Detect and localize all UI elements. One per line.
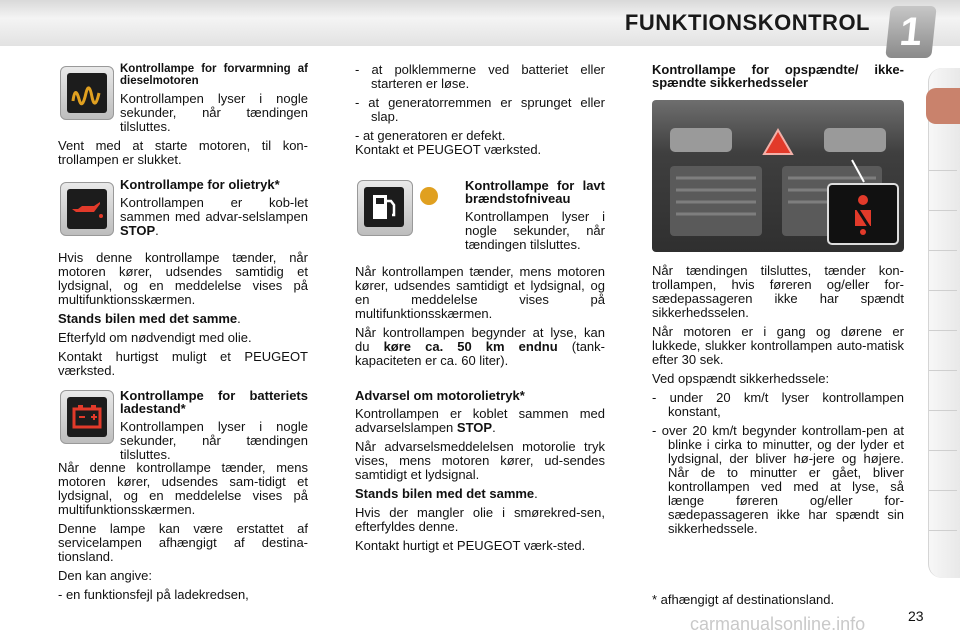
battery-item-1: - en funktionsfejl på ladekredsen, [58, 587, 249, 602]
oil-pressure-lamp [60, 182, 114, 236]
fuel-body-2-bold: køre ca. 50 km endnu [383, 339, 558, 354]
battery-section [120, 389, 308, 467]
side-tab-divider [929, 490, 957, 491]
fuel-body-2-post: (tank-kapaciteten er ca. 60 liter). [355, 339, 605, 368]
oil-text-post: . [155, 223, 159, 238]
seatbelt-item-1: - under 20 km/t lyser kontrollampen konstant, [652, 390, 904, 419]
battery-icon [67, 397, 107, 437]
battery-text: Kontrollampen lyser i nogle sekunder, når tændingen tilsluttes. [120, 419, 308, 462]
oil-stop-line [58, 312, 308, 326]
alternator-list [355, 63, 605, 162]
side-tab-strip [928, 68, 960, 578]
oil-warning-text-bold: STOP [456, 420, 493, 435]
oil-text-bold: STOP [120, 223, 156, 238]
alternator-contact: Kontakt et PEUGEOT værksted. [355, 142, 542, 157]
side-tab-divider [929, 170, 957, 171]
oil-text [120, 196, 308, 238]
dashboard-console-image [652, 100, 904, 252]
fuel-body [355, 265, 605, 373]
oil-warning-stop-line [355, 487, 605, 501]
battery-lamp [60, 390, 114, 444]
seatbelt-heading: Kontrollampe for opspændte/ ikke-spændte sikkerhedsseler [652, 62, 904, 90]
side-tab-divider [929, 210, 957, 211]
oil-contact-text: Kontakt hurtigst muligt et PEUGEOT værksted. [58, 349, 308, 378]
oil-heading: Kontrollampe for olietryk* [120, 177, 280, 192]
page-number: 23 [908, 608, 924, 624]
glow-plug-text: Kontrollampen lyser i nogle sekunder, når tændingen tilsluttes. [120, 91, 308, 134]
glow-plug-lamp [60, 66, 114, 120]
oil-can-icon [67, 189, 107, 229]
glow-plug-section [120, 63, 308, 139]
glow-plug-body-text: Vent med at starte motoren, til kon-trollampen er slukket. [58, 138, 308, 167]
oil-warning-body: Når advarselsmeddelelsen motorolie tryk vises, mens motoren kører, ud-sendes samtidigt et lydsignal. [355, 439, 605, 482]
battery-heading: Kontrollampe for batteriets ladestand* [120, 388, 308, 416]
footnote [652, 593, 904, 612]
glow-plug-heading: Kontrollampe for forvarmning af dieselmotoren [120, 63, 308, 87]
list-item: - at generatorremmen er sprunget eller slap. [355, 95, 605, 124]
fuel-body-2-pre: Når kontrollampen begynder at lyse, kan du [355, 325, 605, 354]
oil-warning-stop-tail: . [534, 486, 538, 501]
oil-warning-heading: Advarsel om motorolietryk* [355, 388, 525, 403]
fuel-body-2 [355, 326, 605, 368]
oil-section [120, 178, 308, 243]
footnote-text: * afhængigt af destinationsland. [652, 592, 835, 607]
oil-stop-bold: Stands bilen med det samme [58, 311, 238, 326]
oil-body [58, 251, 308, 383]
side-tab-divider [929, 290, 957, 291]
fuel-level-lamp [357, 180, 413, 236]
fuel-heading: Kontrollampe for lavt brændstofniveau [465, 178, 605, 206]
fuel-body-1: Når kontrollampen tænder, mens motoren kører, udsendes samtidigt et lydsignal, og en meddelelse vises på multifunktionsskærmen. [355, 264, 605, 321]
oil-body-text: Hvis denne kontrollampe tænder, når motoren kører, udsendes samtidig et lydsignal, og en meddelelse vises på multifunktionsskærmen. [58, 250, 308, 307]
seatbelt-item-2: - over 20 km/t begynder kontrollam-pen at blinke i cirka to minutter, og der lyder et lydsignal, der bliver hø-jere og højere. Når de to minutter er gået, bliver kontrollampen ved med at lyse, så længe føreren og/eller for-sædepassageren ikke har spændt sin sikkerhedssele. [652, 423, 904, 536]
oil-refill-text: Efterfyld om nødvendigt med olie. [58, 330, 252, 345]
oil-stop-tail: . [237, 311, 241, 326]
fuel-pump-icon [364, 187, 404, 227]
side-tab-divider [929, 450, 957, 451]
oil-warning-text [355, 407, 605, 435]
glow-plug-icon [67, 73, 107, 113]
fuel-text: Kontrollampen lyser i nogle sekunder, når tændingen tilsluttes. [465, 209, 605, 252]
seatbelt-heading-block [652, 63, 904, 94]
oil-warning-body-2: Hvis der mangler olie i smørekred-sen, efterfyldes denne. [355, 505, 605, 534]
seatbelt-paragraph-2: Når motoren er i gang og dørene er lukkede, slukker kontrollampen auto-matisk efter 30 sek. [652, 324, 904, 367]
page-title: FUNKTIONSKONTROL [624, 10, 870, 35]
seatbelt-paragraph-1: Når tændingen tilsluttes, tænder kon-trollampen, hvis føreren og/eller for-sædepassageren ikke har spændt sikkerhedsselen. [652, 263, 904, 320]
page-header [0, 0, 960, 46]
battery-body-3: Den kan angive: [58, 568, 152, 583]
fuel-section [465, 179, 605, 257]
dashboard-photo [652, 100, 904, 252]
list-item: - at polklemmerne ved batteriet eller starteren er løse. [355, 62, 605, 91]
oil-warning-contact: Kontakt hurtigt et PEUGEOT værk-sted. [355, 538, 586, 553]
watermark: carmanualsonline.info [690, 614, 866, 634]
oil-warning-section [355, 389, 605, 558]
oil-warning-text-pre: Kontrollampen er koblet sammen med advarselslampen [355, 406, 605, 435]
oil-warning-stop-bold: Stands bilen med det samme [355, 486, 535, 501]
side-tab-divider [929, 330, 957, 331]
side-tab-divider [929, 250, 957, 251]
side-tab-divider [929, 370, 957, 371]
side-tab-active[interactable] [926, 88, 960, 124]
oil-text-pre: Kontrollampen er kob-let sammen med advar-selslampen [120, 195, 308, 224]
side-tab-divider [929, 530, 957, 531]
battery-body-1: Når denne kontrollampe tænder, mens motoren kører, udsendes sam-tidigt et lydsignal, og en meddelelse vises på multifunktionsskærmen. [58, 460, 308, 517]
oil-warning-text-post: . [492, 420, 496, 435]
amber-indicator-icon [420, 187, 438, 205]
list-item: - at generatoren er defekt. [355, 128, 506, 143]
side-tab-divider [929, 410, 957, 411]
seatbelt-paragraph-3: Ved opspændt sikkerhedssele: [652, 371, 830, 386]
battery-body [58, 461, 308, 607]
battery-body-2: Denne lampe kan være erstattet af servicelampen afhængigt af destina-tionsland. [58, 521, 308, 564]
chapter-badge: 1 [885, 6, 936, 58]
glow-plug-body [58, 139, 308, 172]
seatbelt-body [652, 264, 904, 541]
